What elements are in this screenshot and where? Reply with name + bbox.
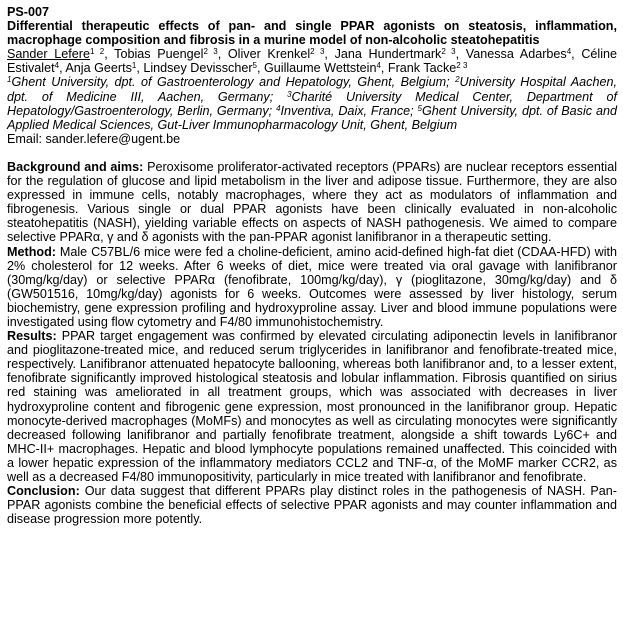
results-section xyxy=(7,329,617,484)
author-affiliation-ref: 5 xyxy=(252,61,257,71)
conclusion-section xyxy=(7,484,617,526)
author-name: Frank Tacke xyxy=(387,61,457,76)
abstract-code: PS-007 xyxy=(7,5,50,19)
affiliation-list xyxy=(7,75,617,131)
author-name-presenter: Sander Lefere xyxy=(7,47,90,62)
affiliation-number: 3 xyxy=(287,89,292,99)
author-item: Oliver Krenkel$^{2 3}$, xyxy=(227,47,335,62)
author-item: Tobias Puengel$^{2 3}$, xyxy=(114,47,228,62)
affiliation-number: 5 xyxy=(417,103,422,113)
author-name: Jana Hundertmark xyxy=(334,47,442,62)
affiliation-text: Ghent University, dpt. of Basic and Applied Medical Sciences, Gut-Liver Immunopharmacology Unit, Ghent, Belgium xyxy=(7,103,617,132)
method-text: Male C57BL/6 mice were fed a choline-deficient, amino acid-defined high-fat diet (CDAA-HFD) with 2% cholesterol for 12 weeks. After 6 weeks of diet, mice were treated via oral gavage with lanifibranor (30mg/kg/day) or selective PPARα (fenofibrate, 100mg/kg/day), γ (pioglitazone, 30mg/kg/day) and δ (GW501516, 10mg/kg/day) agonists for 6 weeks. Outcomes were assessed by liver histology, serum biochemistry, gene expression profiling and hydroxyproline assay. Liver and blood immune populations were investigated using flow cytometry and F4/80 immunohistochemistry. xyxy=(7,244,617,329)
conclusion-heading: Conclusion: xyxy=(7,484,80,499)
author-item: Jana Hundertmark$^{2 3}$, xyxy=(334,47,466,62)
author-affiliation-ref: 1 2 xyxy=(89,47,105,57)
author-affiliation-ref: 1 xyxy=(131,61,137,71)
author-name: Guillaume Wettstein xyxy=(263,61,377,76)
author-item: Anja Geerts$^1$, xyxy=(65,61,144,76)
abstract-title: Differential therapeutic effects of pan- and single PPAR agonists on steatosis, inflammation, macrophage composition and fibrosis in a murine model of non-alcoholic steatohepatitis xyxy=(7,19,617,48)
author-affiliation-ref: 2 3 xyxy=(203,47,218,57)
author-name: Tobias Puengel xyxy=(114,47,204,62)
method-heading: Method: xyxy=(7,244,56,259)
author-name: Lindsey Devisscher xyxy=(143,61,253,76)
background-heading: Background and aims: xyxy=(7,159,144,174)
contact-email: Email: sander.lefere@ugent.be xyxy=(7,131,181,146)
background-section xyxy=(7,160,617,245)
author-item: Vanessa Adarbes$^4$, xyxy=(465,47,582,62)
affiliation-text: Charité University Medical Center, Department of Hepatology/Gastroenterology, Berlin, Germany; xyxy=(7,89,617,118)
affiliation-number: 1 xyxy=(7,75,12,85)
affiliation-number: 4 xyxy=(276,103,281,113)
author-item xyxy=(388,61,468,75)
author-list xyxy=(7,47,617,75)
author-name: Céline Estivalet xyxy=(7,47,618,76)
method-section xyxy=(7,245,617,330)
affiliation-text: Ghent University, dpt. of Gastroenterology and Hepatology, Ghent, Belgium; xyxy=(11,75,456,90)
affiliation-number: 2 xyxy=(455,75,460,85)
affiliation-text: Inventiva, Daix, France; xyxy=(280,103,418,118)
affiliation-text: University Hospital Aachen, dpt. of Medicine III, Aachen, Germany; xyxy=(7,75,617,104)
author-affiliation-ref: 4 xyxy=(566,47,572,57)
author-name: Anja Geerts xyxy=(65,61,132,76)
author-affiliation-ref: 2 3 xyxy=(441,47,456,57)
section-spacer xyxy=(7,146,617,160)
author-affiliation-ref: 2 3 xyxy=(310,47,325,57)
author-name: Oliver Krenkel xyxy=(227,47,311,62)
author-affiliation-ref: 4 xyxy=(376,61,381,71)
author-name: Vanessa Adarbes xyxy=(465,47,567,62)
author-item: Céline Estivalet$^4$, xyxy=(7,47,618,76)
results-text: PPAR target engagement was confirmed by elevated circulating adiponectin levels in lanifibranor and pioglitazone-treated mice, and reduced serum triglycerides in lanifibranor and fenofibrate-treated mice, respectively. Lanifibranor attenuated hepatocyte ballooning, whereas both lanifibranor and, to a lesser extent, fenofibrate significantly improved histological steatosis and lobular inflammation. Fibrosis quantified on sirius red staining was ameliorated in all treatment groups, which was associated with decreases in liver hydroxyproline content and fibrogenic gene expression, most pronounced in the lanifibranor group. Hepatic monocyte-derived macrophages (MoMFs) and monocytes as well as circulating monocytes were significantly decreased following lanifibranor and partially fenofibrate treatment, alongside a shift towards Ly6C+ and MHC-II+ macrophages. Hepatic and blood lymphocyte populations remained unaffected. This coincided with a lower hepatic expression of the inflammatory mediators CCL2 and TNF-α, of the MoMF marker CCR2, as well as a decreased F4/80 immunopositivity, particularly in mice treated with lanifibranor and fenofibrate. xyxy=(7,329,617,484)
author-affiliation-ref: 2 3 xyxy=(456,61,468,71)
author-item: Lindsey Devisscher$^5$, xyxy=(143,61,264,76)
results-heading: Results: xyxy=(7,329,57,344)
author-item: Sander Lefere$^{1 2}$, xyxy=(7,47,115,62)
background-text: Peroxisome proliferator-activated receptors (PPARs) are nuclear receptors essential for the regulation of glucose and lipid metabolism in the liver and adipose tissue. Furthermore, they are also expressed in immune cells, notably macrophages, where they act as modulators of inflammation and fibrogenesis. Various single or dual PPAR agonists have been clinically evaluated in non-alcoholic steatohepatitis (NASH), yielding variable effects on aspects of NASH pathogenesis. We aimed to compare selective PPARα, γ and δ agonists with the pan-PPAR agonist lanifibranor in a therapeutic setting. xyxy=(7,159,618,245)
conclusion-text: Our data suggest that different PPARs play distinct roles in the pathogenesis of NASH. Pan-PPAR agonists combine the beneficial effects of selective PPAR agonists and may counter inflammation and disease progression more potently. xyxy=(7,484,617,527)
author-item: Guillaume Wettstein$^4$, xyxy=(263,61,388,76)
author-affiliation-ref: 4 xyxy=(54,61,60,71)
